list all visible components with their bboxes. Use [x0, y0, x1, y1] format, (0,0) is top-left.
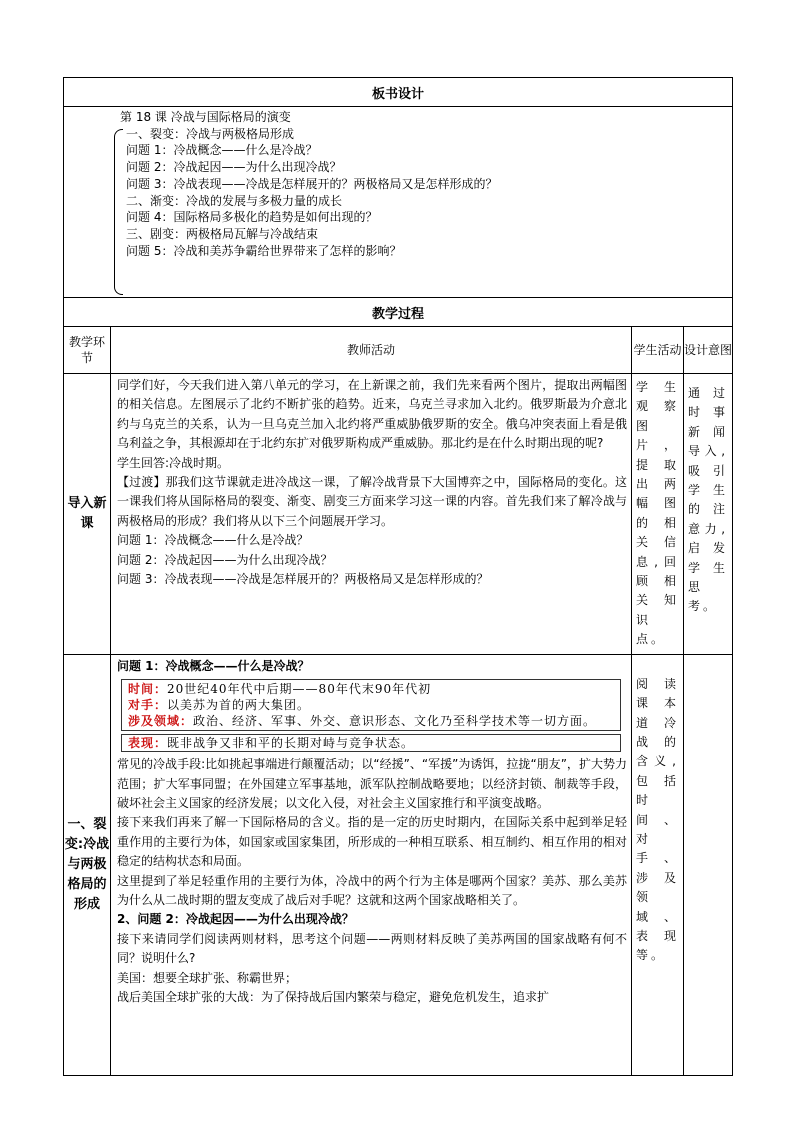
part1-design-intent — [684, 654, 733, 1075]
board-line: 问题 1：冷战概念——什么是冷战？ — [126, 143, 318, 158]
col-teacher-activity: 教师活动 — [111, 327, 632, 374]
q2-title: 2、问题 2：冷战起因——为什么出现冷战？ — [117, 912, 354, 927]
intro-teacher-activity — [111, 374, 632, 655]
board-line: 问题 3：冷战表现——冷战是怎样展开的？两极格局又是怎样形成的？ — [126, 176, 498, 191]
info-row — [128, 697, 614, 713]
paragraph: 这里提到了举足轻重作用的主要行为体，冷战中的两个行为主体是哪两个国家？美苏、那么美苏为什么从二战时期的盟友变成了战后对手呢？这就和这两个国家战略相关了。 — [117, 873, 627, 907]
board-line: 问题 4：国际格局多极化的趋势是如何出现的？ — [126, 210, 378, 225]
lesson-table — [63, 77, 733, 1076]
info-value: 政治、经济、军事、外交、意识形态、文化乃至科学技术等一切方面。 — [193, 714, 597, 729]
board-design-content — [64, 107, 733, 298]
info-row — [128, 681, 614, 697]
col-design-intent: 设计意图 — [684, 327, 733, 374]
col-student-activity: 学生活动 — [632, 327, 684, 374]
info-value: 以美苏为首的两大集团。 — [167, 698, 311, 713]
info-key: 时间： — [128, 682, 168, 697]
info-value: 既非战争又非和平的长期对峙与竞争状态。 — [167, 736, 415, 751]
paragraph: 接下来请同学们阅读两则材料，思考这个问题——两则材料反映了美苏两国的国家战略有何不同？说明什么? — [117, 931, 627, 966]
col-teaching-stage: 教学环节 — [64, 327, 111, 374]
intro-student-activity: 学生观察图片，提取出两幅图的相关信息,回顾相关知识点。 — [632, 374, 684, 655]
info-value: 20世纪40年代中后期——80年代末90年代初 — [167, 682, 432, 697]
paragraph: 问题 3：冷战表现——冷战是怎样展开的？两极格局又是怎样形成的？ — [117, 572, 489, 587]
paragraph: 接下来我们再来了解一下国际格局的含义。指的是一定的历史时期内，在国际关系中起到举足轻重作用的主要行为体，如国家或国家集团，所形成的一种相互联系、相互制约、相互作用的相对稳定的结构状态和局面。 — [117, 815, 627, 869]
board-line: 问题 2：冷战起因——为什么出现冷战？ — [126, 160, 342, 175]
part1-teacher-activity — [111, 654, 632, 1075]
cold-war-manifestation-box — [121, 734, 621, 752]
paragraph: 学生回答:冷战时期。 — [117, 455, 230, 470]
lesson-plan-page — [63, 77, 732, 1076]
intro-design-intent: 通过时事新闻导入,吸引学生的注意力,启发学生思考。 — [684, 374, 733, 655]
section-part1: 一、裂变:冷战与两极格局的形成 — [64, 654, 111, 1075]
process-header: 教学过程 — [64, 298, 733, 327]
section-intro: 导入新课 — [64, 374, 111, 655]
paragraph: 常见的冷战手段:比如挑起事端进行颠覆活动；以“经援”、“军援”为诱饵，拉拢“朋友”，扩大势力范围；扩大军事同盟；在外国建立军事基地，派军队控制战略要地；以经济封锁、制裁等手段，破坏社会主义国家的经济发展；以文化入侵，对社会主义国家推行和平演变战略。 — [117, 757, 627, 810]
paragraph: 问题 1：冷战概念——什么是冷战？ — [117, 533, 309, 548]
info-key: 对手： — [128, 698, 168, 713]
paragraph: 战后美国全球扩张的大战：为了保持战后国内繁荣与稳定，避免危机发生，追求扩 — [117, 989, 550, 1004]
paragraph: 问题 2：冷战起因——为什么出现冷战？ — [117, 552, 333, 567]
brace-mark — [114, 129, 123, 295]
info-key: 表现： — [128, 736, 168, 751]
paragraph: 同学们好，今天我们进入第八单元的学习，在上新课之前，我们先来看两个图片，提取出两幅图的相关信息。左图展示了北约不断扩张的趋势。近来，乌克兰寻求加入北约。俄罗斯最为介意北约与乌克兰的关系，认为一旦乌克兰加入北约将严重威胁俄罗斯的安全。俄乌冲突表面上看是俄乌利益之争，其根源却在于北约东扩对俄罗斯构成严重威胁。那北约是在什么时期出现的呢? — [117, 378, 627, 451]
paragraph: 【过渡】那我们这节课就走进冷战这一课，了解冷战背景下大国博弈之中，国际格局的变化。这一课我们将从国际格局的裂变、渐变、剧变三方面来学习这一课的内容。首先我们来了解冷战与两极格局的形成？我们将从以下三个问题展开学习。 — [117, 475, 627, 528]
lesson-title: 第 18 课 冷战与国际格局的演变 — [120, 110, 291, 124]
info-row — [128, 713, 614, 729]
cold-war-info-box — [121, 679, 621, 731]
board-line: 三、剧变：两极格局瓦解与冷战结束 — [126, 226, 319, 241]
board-design-header: 板书设计 — [64, 78, 733, 107]
board-line: 问题 5：冷战和美苏争霸给世界带来了怎样的影响？ — [126, 243, 402, 258]
info-key: 涉及领域： — [128, 714, 194, 729]
board-line: 二、渐变：冷战的发展与多极力量的成长 — [126, 193, 343, 208]
q1-title: 问题 1：冷战概念——什么是冷战？ — [117, 658, 310, 673]
part1-student-activity: 阅读课本道冷战的含义,包括时间、对手、涉及领域、表现等。 — [632, 654, 684, 1075]
paragraph: 美国：想要全球扩张、称霸世界； — [117, 970, 298, 985]
board-line: 一、裂变：冷战与两极格局形成 — [126, 126, 295, 141]
